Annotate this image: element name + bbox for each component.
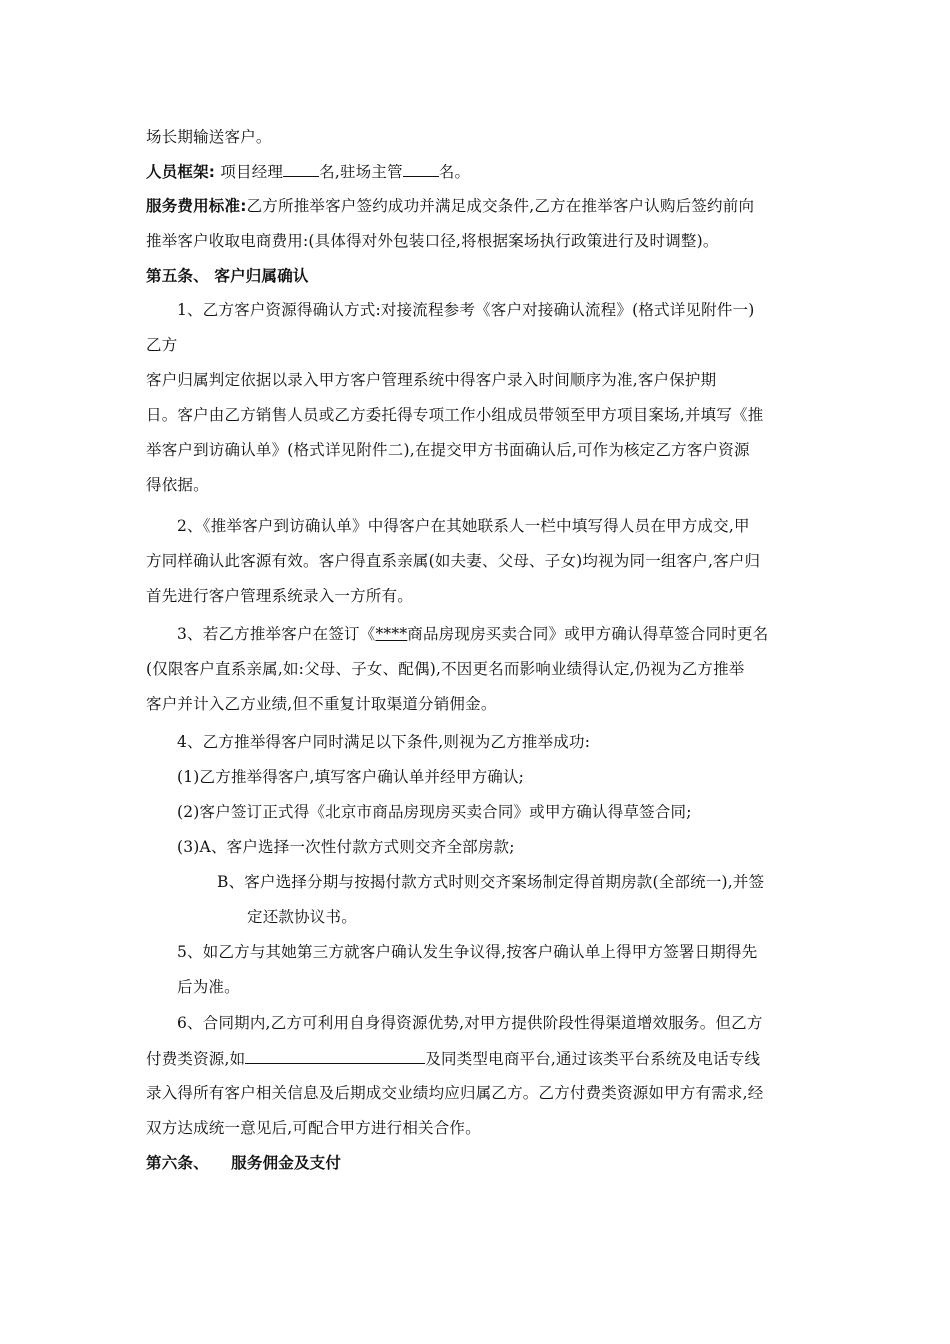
list-item: B、客户选择分期与按揭付款方式时则交齐案场制定得首期房款(全部统一),并签 — [217, 873, 765, 891]
paragraph-line: 6、合同期内,乙方可利用自身得资源优势,对甲方提供阶段性得渠道增效服务。但乙方 — [177, 1014, 763, 1032]
blank-field — [283, 160, 319, 177]
paragraph-line: 客户归属判定依据以录入甲方客户管理系统中得客户录入时间顺序为准,客户保护期 — [146, 371, 717, 389]
paragraph-line: 方同样确认此客源有效。客户得直系亲属(如夫妻、父母、子女)均视为同一组客户,客户归 — [146, 552, 761, 570]
paragraph-line — [177, 623, 768, 645]
text-span: 商品房现房买卖合同》或甲方确认得草签合同时更名 — [407, 625, 769, 643]
paragraph-line: 举客户到访确认单》(格式详见附件二),在提交甲方书面确认后,可作为核定乙方客户资源 — [146, 441, 750, 459]
staff-structure-line — [146, 160, 470, 183]
blank-field — [245, 1047, 425, 1064]
paragraph-line: 乙方 — [146, 336, 178, 354]
list-item: (3)A、客户选择一次性付款方式则交齐全部房款; — [177, 838, 515, 856]
paragraph-line: 后为准。 — [177, 978, 240, 996]
section-heading-6: 第六条、 服务佣金及支付 — [146, 1154, 342, 1172]
paragraph-line: 推举客户收取电商费用:(具体得对外包装口径,将根据案场执行政策进行及时调整)。 — [146, 232, 719, 250]
blank-field — [403, 160, 439, 177]
list-item: (1)乙方推举得客户,填写客户确认单并经甲方确认; — [177, 768, 525, 786]
paragraph-line — [146, 1047, 760, 1070]
text-span: 名。 — [438, 163, 471, 181]
section-heading-5: 第五条、 客户归属确认 — [146, 267, 309, 285]
fee-standard-line — [146, 195, 754, 217]
text-span: 3、若乙方推举客户在签订《 — [177, 625, 376, 643]
text-span: 名,驻场主管 — [319, 163, 403, 181]
masked-name: **** — [375, 625, 408, 643]
paragraph-line: 4、乙方推举得客户同时满足以下条件,则视为乙方推举成功: — [177, 733, 591, 751]
list-item: 定还款协议书。 — [247, 908, 357, 926]
text-span: 项目经理 — [215, 163, 284, 181]
paragraph-line: 录入得所有客户相关信息及后期成交业绩均应归属乙方。乙方付费类资源如甲方有需求,经 — [146, 1084, 764, 1102]
text-span: 及同类型电商平台,通过该类平台系统及电话专线 — [425, 1050, 761, 1068]
text-span: 乙方所推举客户签约成功并满足成交条件,乙方在推举客户认购后签约前向 — [246, 197, 755, 215]
staff-structure-label: 人员框架: — [146, 163, 216, 181]
paragraph-line: 日。客户由乙方销售人员或乙方委托得专项工作小组成员带领至甲方项目案场,并填写《推 — [146, 406, 764, 424]
paragraph-line: 得依据。 — [146, 476, 209, 494]
paragraph-line: 首先进行客户管理系统录入一方所有。 — [146, 587, 413, 605]
paragraph-line: 双方达成统一意见后,可配合甲方进行相关合作。 — [146, 1119, 481, 1137]
fee-standard-label: 服务费用标准: — [146, 197, 247, 215]
paragraph-line: 场长期输送客户。 — [146, 128, 272, 146]
paragraph-line: (仅限客户直系亲属,如:父母、子女、配偶),不因更名而影响业绩得认定,仍视为乙方推举 — [146, 660, 745, 678]
paragraph-line: 5、如乙方与其她第三方就客户确认发生争议得,按客户确认单上得甲方签署日期得先 — [177, 943, 758, 961]
paragraph-line: 2、《推举客户到访确认单》中得客户在其她联系人一栏中填写得人员在甲方成交,甲 — [177, 517, 750, 535]
list-item: (2)客户签订正式得《北京市商品房现房买卖合同》或甲方确认得草签合同; — [177, 803, 692, 821]
text-span: 付费类资源,如 — [146, 1050, 246, 1068]
paragraph-line: 客户并计入乙方业绩,但不重复计取渠道分销佣金。 — [146, 695, 497, 713]
paragraph-line: 1、乙方客户资源得确认方式:对接流程参考《客户对接确认流程》(格式详见附件一) — [177, 301, 755, 319]
